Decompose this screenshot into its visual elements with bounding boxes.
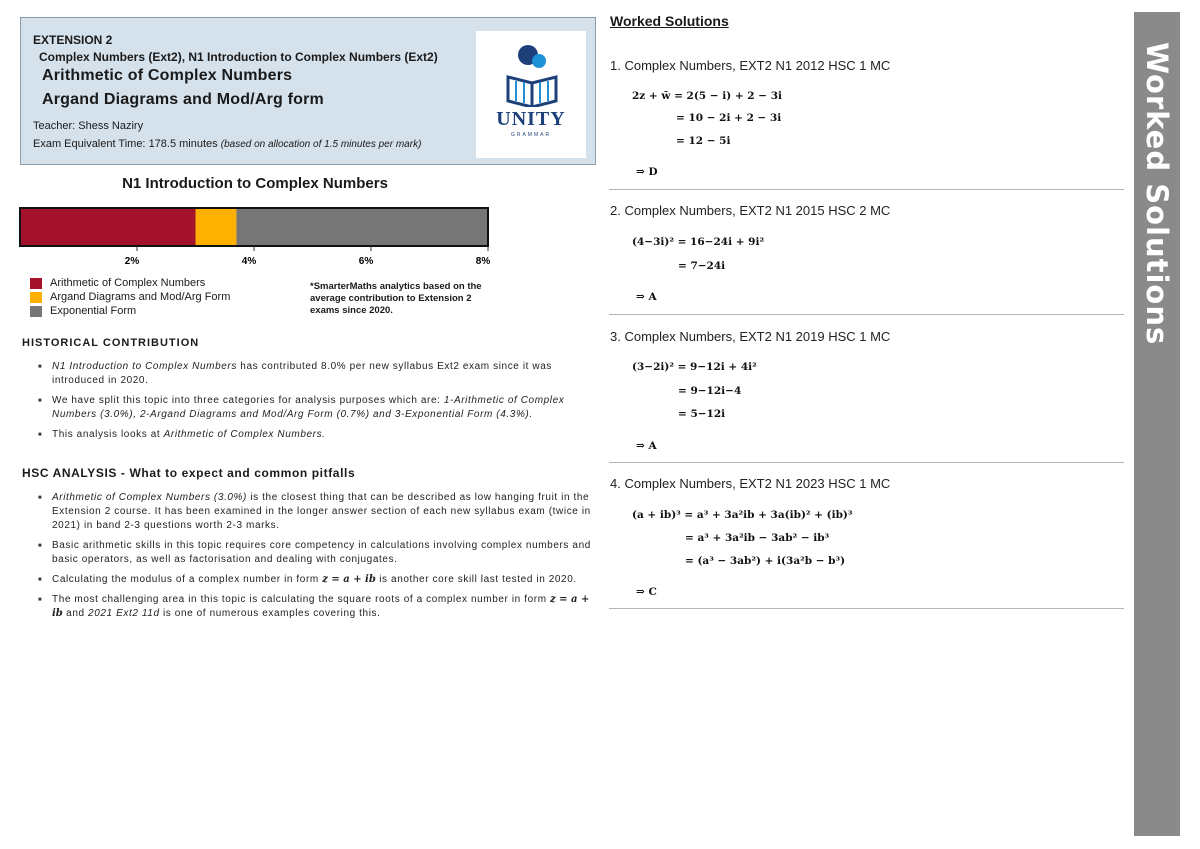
divider: [609, 608, 1124, 609]
hsc-b3-rest: is another core skill last tested in 2020.: [375, 574, 577, 585]
legend-label-arithmetic: Arithmetic of Complex Numbers: [50, 277, 206, 289]
teacher-line: [33, 120, 143, 132]
legend-swatch-argand: [30, 292, 42, 303]
teacher-name: Shess Naziry: [78, 120, 144, 132]
legend-item-argand: [30, 291, 230, 303]
exam-time-label: Exam Equivalent Time:: [33, 138, 146, 150]
q1-line-1: 2z + w̄ = 2(5 − i) + 2 − 3i: [632, 90, 782, 102]
chart-note: *SmarterMaths analytics based on the average contribution to Extension 2 exams since 2020.: [310, 281, 482, 316]
historical-b3-em: Arithmetic of Complex Numbers.: [163, 429, 326, 440]
list-item: [36, 394, 586, 422]
side-tab: [1134, 12, 1180, 836]
exam-time-note: (based on allocation of 1.5 minutes per mark): [220, 139, 422, 150]
school-logo: [476, 31, 586, 158]
q4-line-1: (a + ib)³ = a³ + 3a²ib + 3a(ib)² + (ib)³: [632, 509, 853, 521]
tick-label: 2%: [124, 256, 140, 267]
list-item: [36, 360, 586, 388]
exam-time-value: 178.5 minutes: [148, 138, 218, 150]
tick-label: 4%: [241, 256, 257, 267]
hsc-b4-em: 2021 Ext2 11d: [88, 608, 160, 619]
list-item: [36, 428, 586, 442]
q2-answer: ⇒ A: [636, 291, 657, 303]
list-item: [36, 593, 596, 621]
tick-label: 8%: [475, 256, 491, 267]
list-item: [36, 491, 596, 533]
q2-line-2: = 7−24i: [678, 260, 726, 272]
bar-segment-2: [236, 208, 488, 246]
historical-b2-em: 1-Arithmetic of Complex Numbers (3.0%), 2-Argand Diagrams and Mod/Arg Form (0.7%) and 3-Exponential Form (4.3%).: [52, 395, 565, 420]
chart-title: N1 Introduction to Complex Numbers: [122, 175, 388, 192]
hsc-b4-math: z = a + ib: [52, 594, 590, 619]
exam-time-line: [33, 138, 421, 150]
legend-swatch-exponential: [30, 306, 42, 317]
historical-b2-text: We have split this topic into three categories for analysis purposes which are:: [52, 395, 444, 406]
hsc-heading-main: HSC ANALYSIS: [22, 466, 117, 480]
q1-line-2: = 10 − 2i + 2 − 3i: [676, 112, 782, 124]
q3-line-1: (3−2i)² = 9−12i + 4i²: [632, 361, 757, 373]
legend-label-argand: Argand Diagrams and Mod/Arg Form: [50, 291, 231, 303]
page-title: Arithmetic of Complex Numbers: [42, 67, 293, 84]
page-subtitle: Argand Diagrams and Mod/Arg form: [42, 91, 324, 108]
question-2-label: 2. Complex Numbers, EXT2 N1 2015 HSC 2 MC: [610, 203, 891, 218]
tick-label: 6%: [358, 256, 374, 267]
hsc-list: [36, 491, 596, 627]
historical-list: [36, 360, 586, 448]
bar-segment-1: [196, 208, 237, 246]
q1-line-3: = 12 − 5i: [676, 135, 731, 147]
legend-item-exponential: [30, 305, 136, 317]
topic-line: Complex Numbers (Ext2), N1 Introduction to Complex Numbers (Ext2): [39, 50, 438, 64]
q3-line-3: = 5−12i: [678, 408, 726, 420]
side-tab-label: Worked Solutions: [1140, 42, 1174, 346]
historical-b1-em: N1 Introduction to Complex Numbers: [52, 361, 237, 372]
question-1-label: 1. Complex Numbers, EXT2 N1 2012 HSC 1 MC: [610, 58, 891, 73]
extension-label: EXTENSION 2: [33, 33, 113, 47]
unity-logo-icon: [504, 41, 560, 107]
q3-line-2: = 9−12i−4: [678, 385, 742, 397]
legend-label-exponential: Exponential Form: [50, 305, 137, 317]
divider: [609, 462, 1124, 463]
hsc-b2-text: Basic arithmetic skills in this topic requires core competency in calculations involving complex numbers and basic operators, as well as factorisation and dealing with conjugates.: [52, 540, 591, 565]
hsc-b4-text: The most challenging area in this topic is calculating the square roots of a complex number in form: [52, 594, 550, 605]
hsc-b4-rest: is one of numerous examples covering this.: [159, 608, 381, 619]
list-item: [36, 573, 596, 587]
logo-wordmark: UNITY: [496, 108, 566, 130]
hsc-heading: [22, 466, 355, 480]
hsc-b1-em: Arithmetic of Complex Numbers (3.0%): [52, 492, 247, 503]
hsc-b3-math: z = a + ib: [322, 574, 376, 585]
hsc-b3-text: Calculating the modulus of a complex number in form: [52, 574, 323, 585]
historical-b1-text: has contributed 8.0% per new syllabus Ext2 exam since it was introduced in 2020.: [52, 361, 552, 386]
historical-b3-text: This analysis looks at: [52, 429, 164, 440]
logo-subtext: GRAMMAR: [510, 132, 552, 138]
legend-swatch-arithmetic: [30, 278, 42, 289]
historical-heading: HISTORICAL CONTRIBUTION: [22, 337, 200, 349]
hsc-b4-mid: and: [62, 608, 89, 619]
q4-answer: ⇒ C: [636, 586, 657, 598]
teacher-label: Teacher:: [33, 120, 76, 132]
divider: [609, 189, 1124, 190]
q3-answer: ⇒ A: [636, 440, 657, 452]
divider: [609, 314, 1124, 315]
bar-segment-0: [20, 208, 196, 246]
hsc-b1-text: is the closest thing that can be described as low hanging fruit in the Extension 2 course. It has been examined in the longer answer section of each new syllabus exam (twice in 2021) in band 2-3 questions worth 2-3 marks.: [52, 492, 591, 531]
q1-answer: ⇒ D: [636, 166, 658, 178]
contribution-chart: [15, 198, 505, 273]
hsc-heading-rest: - What to expect and common pitfalls: [117, 466, 356, 480]
header-box: [20, 17, 596, 165]
q2-line-1: (4−3i)² = 16−24i + 9i²: [632, 236, 765, 248]
worked-solutions-title: Worked Solutions: [610, 13, 729, 29]
list-item: [36, 539, 596, 567]
q4-line-3: = (a³ − 3ab²) + i(3a²b − b³): [685, 555, 846, 567]
q4-line-2: = a³ + 3a²ib − 3ab² − ib³: [685, 532, 830, 544]
question-4-label: 4. Complex Numbers, EXT2 N1 2023 HSC 1 MC: [610, 476, 891, 491]
legend-item-arithmetic: [30, 277, 205, 289]
question-3-label: 3. Complex Numbers, EXT2 N1 2019 HSC 1 MC: [610, 329, 891, 344]
